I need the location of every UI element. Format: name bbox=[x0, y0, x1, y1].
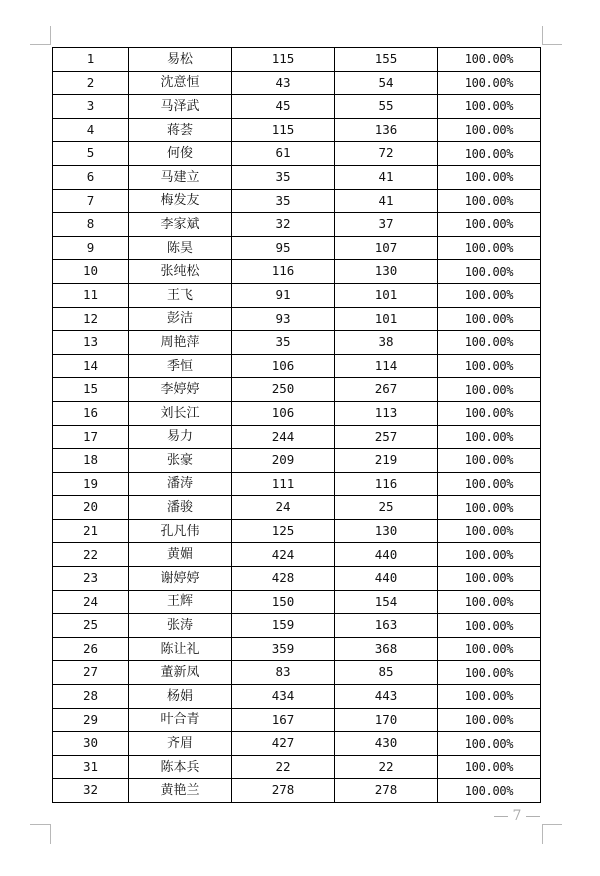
cell-percentage: 100.00% bbox=[438, 732, 541, 756]
cell-index: 23 bbox=[53, 567, 129, 591]
cell-index: 27 bbox=[53, 661, 129, 685]
crop-mark-bottom-left-v bbox=[50, 824, 51, 844]
cell-value-1: 244 bbox=[232, 425, 335, 449]
cell-index: 26 bbox=[53, 637, 129, 661]
cell-value-1: 115 bbox=[232, 118, 335, 142]
cell-name: 陈让礼 bbox=[129, 637, 232, 661]
cell-value-1: 427 bbox=[232, 732, 335, 756]
cell-name: 谢婷婷 bbox=[129, 567, 232, 591]
cell-percentage: 100.00% bbox=[438, 496, 541, 520]
table-row bbox=[53, 708, 541, 732]
cell-value-1: 83 bbox=[232, 661, 335, 685]
cell-name: 易力 bbox=[129, 425, 232, 449]
table-row bbox=[53, 519, 541, 543]
cell-value-2: 113 bbox=[335, 401, 438, 425]
crop-mark-top-right-v bbox=[542, 26, 543, 45]
cell-index: 31 bbox=[53, 755, 129, 779]
crop-mark-bottom-left-h bbox=[30, 824, 50, 825]
cell-percentage: 100.00% bbox=[438, 189, 541, 213]
cell-value-2: 114 bbox=[335, 354, 438, 378]
cell-value-2: 116 bbox=[335, 472, 438, 496]
cell-value-2: 41 bbox=[335, 189, 438, 213]
cell-index: 3 bbox=[53, 95, 129, 119]
table-row bbox=[53, 732, 541, 756]
cell-percentage: 100.00% bbox=[438, 708, 541, 732]
cell-value-2: 38 bbox=[335, 331, 438, 355]
cell-value-2: 170 bbox=[335, 708, 438, 732]
cell-value-2: 85 bbox=[335, 661, 438, 685]
cell-value-1: 43 bbox=[232, 71, 335, 95]
cell-value-1: 91 bbox=[232, 283, 335, 307]
cell-percentage: 100.00% bbox=[438, 590, 541, 614]
cell-value-2: 154 bbox=[335, 590, 438, 614]
cell-name: 王飞 bbox=[129, 283, 232, 307]
cell-index: 8 bbox=[53, 213, 129, 237]
cell-value-1: 32 bbox=[232, 213, 335, 237]
cell-index: 12 bbox=[53, 307, 129, 331]
cell-value-2: 54 bbox=[335, 71, 438, 95]
cell-index: 24 bbox=[53, 590, 129, 614]
cell-value-2: 72 bbox=[335, 142, 438, 166]
page-number-dash-right bbox=[526, 816, 540, 817]
cell-percentage: 100.00% bbox=[438, 118, 541, 142]
cell-percentage: 100.00% bbox=[438, 48, 541, 72]
cell-value-2: 368 bbox=[335, 637, 438, 661]
cell-percentage: 100.00% bbox=[438, 378, 541, 402]
cell-value-1: 35 bbox=[232, 165, 335, 189]
cell-value-1: 35 bbox=[232, 189, 335, 213]
cell-name: 张豪 bbox=[129, 449, 232, 473]
cell-name: 马泽武 bbox=[129, 95, 232, 119]
cell-value-1: 106 bbox=[232, 354, 335, 378]
cell-index: 19 bbox=[53, 472, 129, 496]
table-row bbox=[53, 236, 541, 260]
cell-value-1: 359 bbox=[232, 637, 335, 661]
cell-value-2: 443 bbox=[335, 685, 438, 709]
cell-value-1: 61 bbox=[232, 142, 335, 166]
cell-percentage: 100.00% bbox=[438, 401, 541, 425]
cell-name: 潘涛 bbox=[129, 472, 232, 496]
cell-name: 何俊 bbox=[129, 142, 232, 166]
cell-value-1: 95 bbox=[232, 236, 335, 260]
cell-percentage: 100.00% bbox=[438, 614, 541, 638]
table-row bbox=[53, 283, 541, 307]
cell-index: 18 bbox=[53, 449, 129, 473]
cell-name: 陈昊 bbox=[129, 236, 232, 260]
cell-index: 30 bbox=[53, 732, 129, 756]
cell-index: 9 bbox=[53, 236, 129, 260]
cell-percentage: 100.00% bbox=[438, 472, 541, 496]
page-number-value: 7 bbox=[512, 808, 522, 824]
cell-index: 13 bbox=[53, 331, 129, 355]
cell-value-2: 130 bbox=[335, 519, 438, 543]
cell-value-1: 45 bbox=[232, 95, 335, 119]
cell-value-1: 159 bbox=[232, 614, 335, 638]
page-number-dash-left bbox=[494, 816, 508, 817]
cell-value-1: 125 bbox=[232, 519, 335, 543]
crop-mark-top-right-h bbox=[542, 44, 562, 45]
table-row bbox=[53, 401, 541, 425]
cell-value-1: 24 bbox=[232, 496, 335, 520]
table-row bbox=[53, 661, 541, 685]
crop-mark-top-left-h bbox=[30, 44, 50, 45]
table-row bbox=[53, 449, 541, 473]
cell-name: 易松 bbox=[129, 48, 232, 72]
cell-name: 周艳萍 bbox=[129, 331, 232, 355]
table-row bbox=[53, 260, 541, 284]
table-body bbox=[53, 48, 541, 803]
cell-value-2: 107 bbox=[335, 236, 438, 260]
cell-index: 11 bbox=[53, 283, 129, 307]
table-row bbox=[53, 307, 541, 331]
table-row bbox=[53, 496, 541, 520]
cell-value-2: 440 bbox=[335, 543, 438, 567]
cell-value-1: 106 bbox=[232, 401, 335, 425]
cell-percentage: 100.00% bbox=[438, 95, 541, 119]
cell-name: 杨娟 bbox=[129, 685, 232, 709]
cell-value-1: 93 bbox=[232, 307, 335, 331]
table-row bbox=[53, 590, 541, 614]
cell-value-2: 130 bbox=[335, 260, 438, 284]
cell-percentage: 100.00% bbox=[438, 755, 541, 779]
cell-name: 张纯松 bbox=[129, 260, 232, 284]
cell-name: 马建立 bbox=[129, 165, 232, 189]
table-row bbox=[53, 48, 541, 72]
table-row bbox=[53, 142, 541, 166]
cell-index: 4 bbox=[53, 118, 129, 142]
cell-percentage: 100.00% bbox=[438, 260, 541, 284]
cell-percentage: 100.00% bbox=[438, 283, 541, 307]
table-row bbox=[53, 95, 541, 119]
cell-index: 14 bbox=[53, 354, 129, 378]
cell-value-1: 111 bbox=[232, 472, 335, 496]
cell-index: 1 bbox=[53, 48, 129, 72]
cell-name: 刘长江 bbox=[129, 401, 232, 425]
cell-name: 叶合青 bbox=[129, 708, 232, 732]
table-row bbox=[53, 425, 541, 449]
table-row bbox=[53, 543, 541, 567]
cell-value-2: 267 bbox=[335, 378, 438, 402]
cell-name: 李婷婷 bbox=[129, 378, 232, 402]
cell-index: 21 bbox=[53, 519, 129, 543]
cell-percentage: 100.00% bbox=[438, 213, 541, 237]
cell-index: 22 bbox=[53, 543, 129, 567]
cell-value-1: 424 bbox=[232, 543, 335, 567]
cell-value-1: 167 bbox=[232, 708, 335, 732]
table-row bbox=[53, 472, 541, 496]
cell-name: 季恒 bbox=[129, 354, 232, 378]
cell-index: 20 bbox=[53, 496, 129, 520]
cell-percentage: 100.00% bbox=[438, 519, 541, 543]
cell-index: 5 bbox=[53, 142, 129, 166]
cell-index: 7 bbox=[53, 189, 129, 213]
cell-name: 蒋荟 bbox=[129, 118, 232, 142]
cell-name: 陈本兵 bbox=[129, 755, 232, 779]
crop-mark-top-left-v bbox=[50, 26, 51, 45]
cell-percentage: 100.00% bbox=[438, 685, 541, 709]
cell-percentage: 100.00% bbox=[438, 71, 541, 95]
table-row bbox=[53, 165, 541, 189]
page-number bbox=[487, 808, 547, 828]
cell-value-2: 22 bbox=[335, 755, 438, 779]
cell-percentage: 100.00% bbox=[438, 449, 541, 473]
cell-name: 梅发友 bbox=[129, 189, 232, 213]
cell-name: 黄媚 bbox=[129, 543, 232, 567]
table-row bbox=[53, 378, 541, 402]
table-row bbox=[53, 189, 541, 213]
cell-value-1: 35 bbox=[232, 331, 335, 355]
cell-value-1: 428 bbox=[232, 567, 335, 591]
cell-name: 孔凡伟 bbox=[129, 519, 232, 543]
cell-value-2: 37 bbox=[335, 213, 438, 237]
cell-name: 沈意恒 bbox=[129, 71, 232, 95]
cell-index: 28 bbox=[53, 685, 129, 709]
cell-name: 齐眉 bbox=[129, 732, 232, 756]
cell-index: 6 bbox=[53, 165, 129, 189]
cell-index: 15 bbox=[53, 378, 129, 402]
table-row bbox=[53, 118, 541, 142]
cell-index: 2 bbox=[53, 71, 129, 95]
cell-name: 李家斌 bbox=[129, 213, 232, 237]
cell-percentage: 100.00% bbox=[438, 331, 541, 355]
cell-value-1: 434 bbox=[232, 685, 335, 709]
cell-name: 黄艳兰 bbox=[129, 779, 232, 803]
cell-name: 潘骏 bbox=[129, 496, 232, 520]
cell-value-2: 219 bbox=[335, 449, 438, 473]
table-row bbox=[53, 213, 541, 237]
cell-value-2: 101 bbox=[335, 283, 438, 307]
cell-name: 彭洁 bbox=[129, 307, 232, 331]
cell-percentage: 100.00% bbox=[438, 779, 541, 803]
cell-percentage: 100.00% bbox=[438, 661, 541, 685]
cell-value-2: 101 bbox=[335, 307, 438, 331]
cell-index: 16 bbox=[53, 401, 129, 425]
cell-percentage: 100.00% bbox=[438, 354, 541, 378]
cell-value-2: 278 bbox=[335, 779, 438, 803]
table-row bbox=[53, 755, 541, 779]
table-row bbox=[53, 331, 541, 355]
cell-value-2: 440 bbox=[335, 567, 438, 591]
data-table bbox=[52, 47, 541, 803]
cell-percentage: 100.00% bbox=[438, 307, 541, 331]
cell-value-2: 25 bbox=[335, 496, 438, 520]
table-row bbox=[53, 637, 541, 661]
cell-percentage: 100.00% bbox=[438, 165, 541, 189]
cell-value-1: 115 bbox=[232, 48, 335, 72]
cell-value-1: 209 bbox=[232, 449, 335, 473]
table-row bbox=[53, 354, 541, 378]
cell-name: 董新凤 bbox=[129, 661, 232, 685]
cell-value-2: 257 bbox=[335, 425, 438, 449]
cell-value-1: 116 bbox=[232, 260, 335, 284]
cell-value-1: 150 bbox=[232, 590, 335, 614]
table-row bbox=[53, 71, 541, 95]
table-row bbox=[53, 685, 541, 709]
cell-index: 25 bbox=[53, 614, 129, 638]
cell-value-2: 41 bbox=[335, 165, 438, 189]
cell-index: 32 bbox=[53, 779, 129, 803]
cell-percentage: 100.00% bbox=[438, 637, 541, 661]
cell-percentage: 100.00% bbox=[438, 425, 541, 449]
cell-percentage: 100.00% bbox=[438, 543, 541, 567]
cell-index: 10 bbox=[53, 260, 129, 284]
cell-value-1: 22 bbox=[232, 755, 335, 779]
cell-name: 王辉 bbox=[129, 590, 232, 614]
cell-name: 张涛 bbox=[129, 614, 232, 638]
cell-percentage: 100.00% bbox=[438, 142, 541, 166]
cell-index: 17 bbox=[53, 425, 129, 449]
cell-value-2: 55 bbox=[335, 95, 438, 119]
cell-value-2: 155 bbox=[335, 48, 438, 72]
table-row bbox=[53, 614, 541, 638]
cell-value-1: 250 bbox=[232, 378, 335, 402]
cell-value-1: 278 bbox=[232, 779, 335, 803]
cell-index: 29 bbox=[53, 708, 129, 732]
cell-percentage: 100.00% bbox=[438, 236, 541, 260]
cell-value-2: 163 bbox=[335, 614, 438, 638]
cell-value-2: 136 bbox=[335, 118, 438, 142]
table-row bbox=[53, 779, 541, 803]
cell-value-2: 430 bbox=[335, 732, 438, 756]
table-row bbox=[53, 567, 541, 591]
cell-percentage: 100.00% bbox=[438, 567, 541, 591]
